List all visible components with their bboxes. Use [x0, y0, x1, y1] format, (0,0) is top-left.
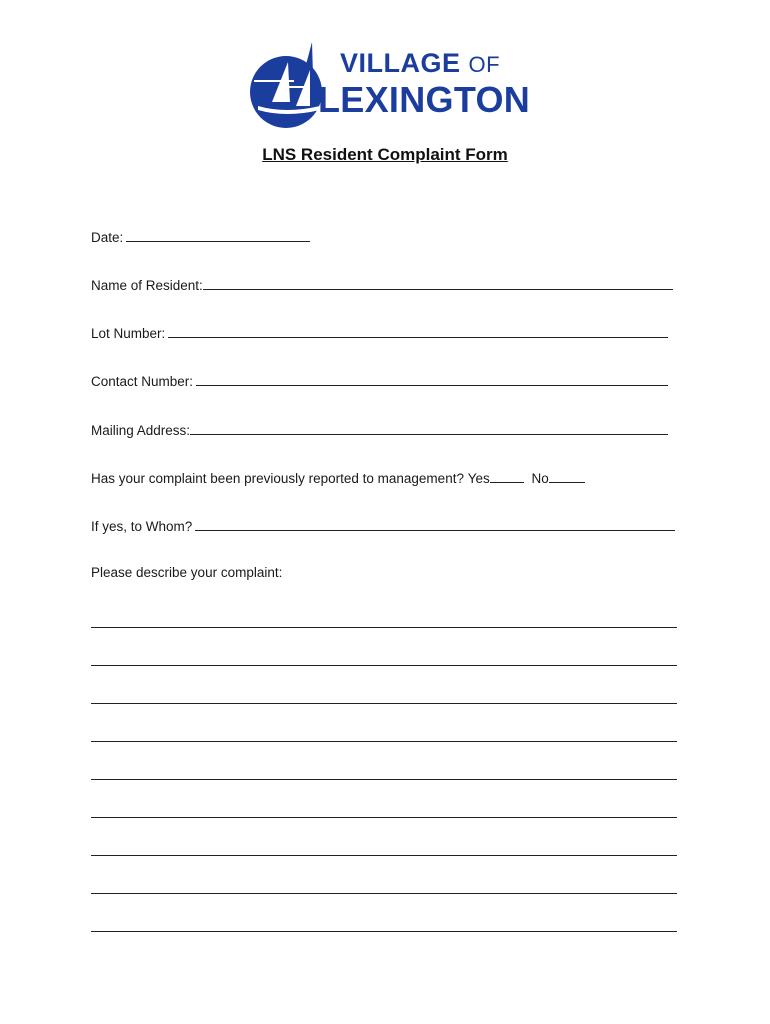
mailing-address-blank[interactable]	[190, 420, 668, 435]
complaint-writing-line[interactable]	[91, 741, 677, 742]
contact-number-field	[91, 371, 668, 389]
mailing-address-field	[91, 420, 668, 438]
date-blank[interactable]	[126, 227, 310, 242]
describe-complaint-label: Please describe your complaint:	[91, 565, 283, 580]
lot-number-blank[interactable]	[168, 323, 668, 338]
complaint-writing-line[interactable]	[91, 931, 677, 932]
complaint-writing-line[interactable]	[91, 893, 677, 894]
complaint-writing-line[interactable]	[91, 703, 677, 704]
no-blank[interactable]	[549, 468, 585, 483]
resident-name-blank[interactable]	[203, 275, 673, 290]
date-field	[91, 227, 310, 245]
yes-label: Yes	[467, 471, 490, 486]
lot-number-label: Lot Number:	[91, 326, 166, 341]
reported-to-whom-label: If yes, to Whom?	[91, 519, 193, 534]
complaint-writing-line[interactable]	[91, 779, 677, 780]
reported-to-whom-field	[91, 516, 675, 534]
lot-number-field	[91, 323, 668, 341]
previously-reported-field	[91, 468, 585, 486]
complaint-writing-line[interactable]	[91, 627, 677, 628]
resident-name-field	[91, 275, 673, 293]
resident-name-label: Name of Resident:	[91, 278, 203, 293]
complaint-writing-line[interactable]	[91, 817, 677, 818]
reported-to-whom-blank[interactable]	[195, 516, 675, 531]
no-label: No	[531, 471, 549, 486]
logo-village-text: VILLAGE	[340, 48, 461, 78]
logo-text-line1	[340, 48, 500, 79]
date-label: Date:	[91, 230, 124, 245]
logo-text-line2: LEXINGTON	[318, 79, 531, 120]
complaint-writing-line[interactable]	[91, 665, 677, 666]
complaint-writing-line[interactable]	[91, 855, 677, 856]
mailing-address-label: Mailing Address:	[91, 423, 191, 438]
logo-of-text: OF	[468, 52, 501, 77]
village-logo	[248, 40, 531, 130]
contact-number-label: Contact Number:	[91, 374, 194, 389]
yes-blank[interactable]	[490, 468, 524, 483]
contact-number-blank[interactable]	[196, 371, 668, 386]
form-title: LNS Resident Complaint Form	[262, 145, 508, 164]
previously-reported-question: Has your complaint been previously reported to management?	[91, 471, 464, 486]
